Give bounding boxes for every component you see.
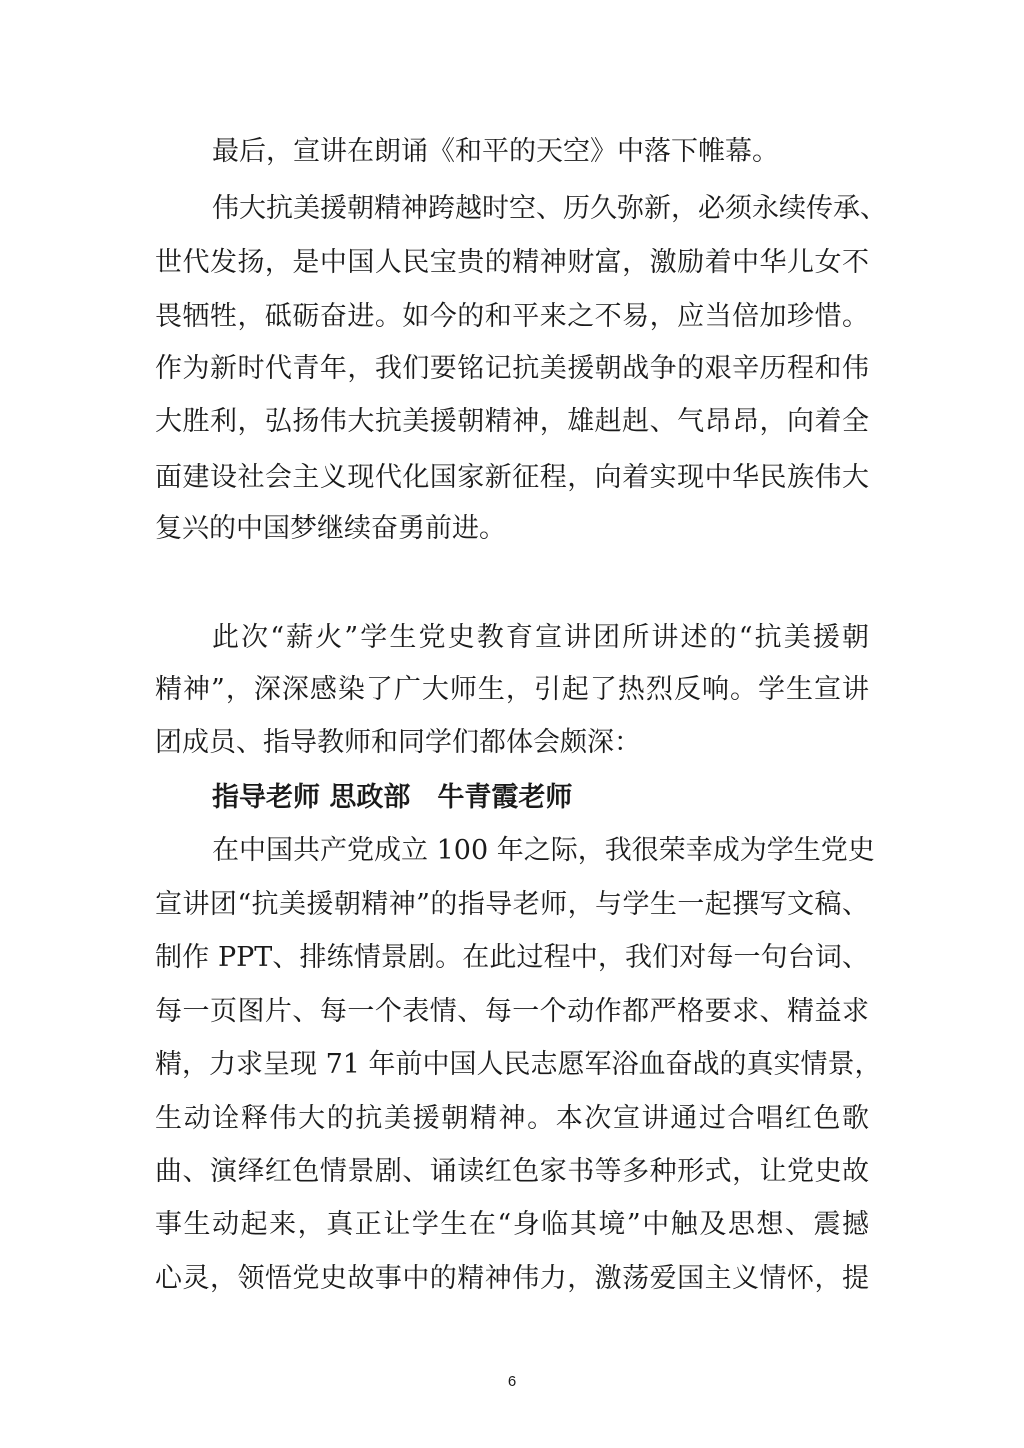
text-line: 精，力求呈现 71 年前中国人民志愿军浴血奋战的真实情景， (155, 1049, 882, 1080)
text-line: 团成员、指导教师和同学们都体会颇深： (155, 727, 641, 758)
text-line: 复兴的中国梦继续奋勇前进。 (155, 513, 506, 544)
text-line: 伟大抗美援朝精神跨越时空、历久弥新，必须永续传承、 (212, 193, 887, 224)
text-line: 在中国共产党成立 100 年之际，我很荣幸成为学生党史 (212, 835, 875, 866)
text-line: 事生动起来，真正让学生在“身临其境”中触及思想、震撼 (155, 1209, 869, 1240)
text-line: 心灵，领悟党史故事中的精神伟力，激荡爱国主义情怀，提 (155, 1263, 869, 1294)
text-line: 此次“薪火”学生党史教育宣讲团所讲述的“抗美援朝 (212, 622, 869, 653)
text-line: 宣讲团“抗美援朝精神”的指导老师，与学生一起撰写文稿、 (155, 889, 869, 920)
text-line: 作为新时代青年，我们要铭记抗美援朝战争的艰辛历程和伟 (155, 353, 869, 384)
text-line: 面建设社会主义现代化国家新征程，向着实现中华民族伟大 (155, 462, 869, 493)
text-line: 制作 PPT、排练情景剧。在此过程中，我们对每一句台词、 (155, 942, 869, 973)
text-line: 每一页图片、每一个表情、每一个动作都严格要求、精益求 (155, 996, 869, 1027)
page-number: 6 (507, 1373, 517, 1390)
text-line: 世代发扬，是中国人民宝贵的精神财富，激励着中华儿女不 (155, 247, 869, 278)
text-line: 生动诠释伟大的抗美援朝精神。本次宣讲通过合唱红色歌 (155, 1103, 869, 1134)
text-line: 最后，宣讲在朗诵《和平的天空》中落下帷幕。 (212, 136, 779, 167)
text-line: 大胜利，弘扬伟大抗美援朝精神，雄赳赳、气昂昂，向着全 (155, 406, 869, 437)
text-line: 精神”，深深感染了广大师生，引起了热烈反响。学生宣讲 (155, 674, 869, 705)
section-heading: 指导老师 思政部 牛青霞老师 (212, 782, 573, 813)
text-line: 畏牺牲，砥砺奋进。如今的和平来之不易，应当倍加珍惜。 (155, 301, 869, 332)
text-line: 曲、演绎红色情景剧、诵读红色家书等多种形式，让党史故 (155, 1156, 869, 1187)
